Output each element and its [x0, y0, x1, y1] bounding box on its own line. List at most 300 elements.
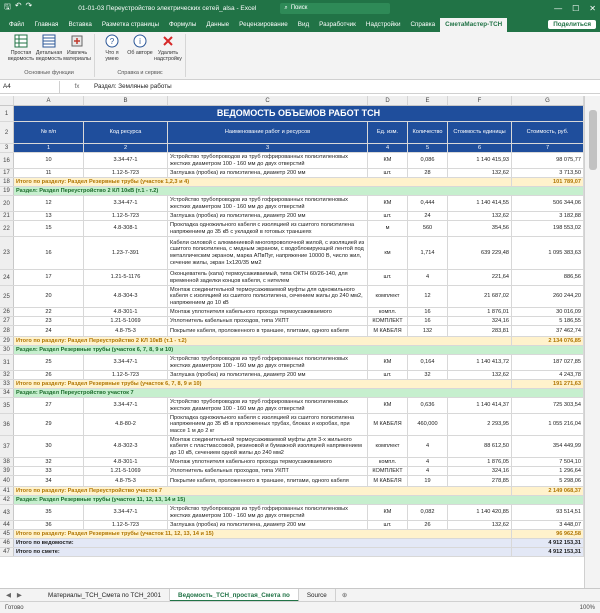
data-cell[interactable]: 0,164	[408, 355, 448, 370]
about-author-button[interactable]: i Об авторе	[127, 34, 153, 70]
header-number-cell[interactable]: 2	[84, 144, 168, 152]
data-cell[interactable]: шт.	[368, 169, 408, 177]
subtotal-value[interactable]: 96 962,58	[512, 530, 584, 538]
fx-icon[interactable]: fx	[74, 83, 80, 90]
close-icon[interactable]: ✕	[589, 3, 596, 13]
data-cell[interactable]: КМ	[368, 398, 408, 413]
row-number[interactable]: 29	[0, 337, 14, 345]
row-number[interactable]: 17	[0, 169, 14, 177]
data-cell[interactable]: Монтаж соединительной термоусаживаемой муфты для одножильного кабеля с изоляцией из сшитого полиэтилена, сечением жилы до 240 мм2, напряжением до 10 кВ	[168, 286, 368, 307]
minimize-icon[interactable]: —	[554, 3, 563, 13]
data-cell[interactable]: М КАБЕЛЯ	[368, 414, 408, 435]
data-cell[interactable]: 26	[408, 521, 448, 529]
row-number[interactable]: 20	[0, 196, 14, 211]
scrollbar-thumb[interactable]	[589, 110, 597, 170]
data-cell[interactable]: 93 514,51	[512, 505, 584, 520]
data-cell[interactable]: 1 140 413,72	[448, 355, 512, 370]
data-cell[interactable]: 16	[408, 317, 448, 325]
data-cell[interactable]: 10	[14, 153, 84, 168]
grand-total-value[interactable]: 4 912 153,31	[512, 539, 584, 547]
data-cell[interactable]: шт.	[368, 212, 408, 220]
detailed-statement-button[interactable]: Детальная ведомость	[36, 34, 62, 70]
data-cell[interactable]: 1 296,64	[512, 467, 584, 475]
row-number[interactable]: 22	[0, 221, 14, 236]
data-cell[interactable]: КОМПЛЕКТ	[368, 467, 408, 475]
data-cell[interactable]: 0,082	[408, 505, 448, 520]
data-cell[interactable]: 132,62	[448, 212, 512, 220]
data-cell[interactable]: 639 229,48	[448, 237, 512, 269]
row-number[interactable]: 18	[0, 178, 14, 186]
subtotal-label[interactable]: Итого по разделу: Раздел Переустройство 2 КЛ 10кВ (т.1 - т.2)	[14, 337, 512, 345]
column-header-f[interactable]: F	[448, 96, 512, 105]
simple-statement-button[interactable]: Простая ведомость	[8, 34, 34, 70]
data-cell[interactable]: 221,64	[448, 270, 512, 285]
header-cell[interactable]: Ед. изм.	[368, 122, 408, 143]
header-number-cell[interactable]: 5	[408, 144, 448, 152]
tab-8[interactable]: Разработчик	[319, 20, 356, 28]
table-row	[0, 106, 584, 122]
data-cell[interactable]: Уплотнитель кабельных проходов, типа УКПТ	[168, 317, 368, 325]
undo-icon[interactable]: ↶	[14, 1, 22, 10]
sheet-tab-1[interactable]: Ведомость_ТСН_простая_Смета по	[170, 589, 299, 602]
data-cell[interactable]: Прокладка одножильного кабеля с изоляцией из сшитого полиэтилена напряжением до 35 кВ с укладкой в готовых траншеях	[168, 221, 368, 236]
data-cell[interactable]: 132	[408, 326, 448, 336]
grand-total-label[interactable]: Итого по ведомости:	[14, 539, 512, 547]
data-cell[interactable]: 3 182,88	[512, 212, 584, 220]
tab-0[interactable]: Файл	[9, 20, 25, 28]
row-number[interactable]: 21	[0, 212, 14, 220]
save-icon[interactable]: 🖫	[4, 2, 11, 11]
data-cell[interactable]: 20	[14, 286, 84, 307]
column-header-g[interactable]: G	[512, 96, 584, 105]
data-cell[interactable]: 36	[14, 521, 84, 529]
tab-7[interactable]: Вид	[297, 20, 310, 28]
data-cell[interactable]: 1 055 216,04	[512, 414, 584, 435]
data-cell[interactable]: 15	[14, 221, 84, 236]
data-cell[interactable]: Заглушка (пробка) из полиэтилена, диаметр 200 мм	[168, 521, 368, 529]
data-cell[interactable]: 21 687,02	[448, 286, 512, 307]
row-number[interactable]: 19	[0, 187, 14, 195]
data-cell[interactable]: Устройство трубопроводов из труб гофрированных полиэтиленовых жестких диаметром 100 - 160 мм до двух отверстий	[168, 355, 368, 370]
data-cell[interactable]: 26	[14, 371, 84, 379]
header-number-cell[interactable]: 7	[512, 144, 584, 152]
ribbon	[0, 32, 600, 80]
row-number[interactable]: 43	[0, 505, 14, 520]
data-cell[interactable]: 187 027,85	[512, 355, 584, 370]
data-cell[interactable]: 98 075,77	[512, 153, 584, 168]
materials-icon	[70, 34, 84, 48]
table-row	[0, 144, 584, 153]
data-cell[interactable]: 1 876,01	[448, 308, 512, 316]
table-row	[0, 436, 584, 458]
section-header[interactable]: Раздел: Раздел Резервные трубы (участок 6, 7, 8, 9 и 10)	[14, 346, 584, 354]
table-row	[0, 196, 584, 212]
data-cell[interactable]: Уплотнитель кабельных проходов, типа УКПТ	[168, 467, 368, 475]
data-cell[interactable]: Заглушка (пробка) из полиэтилена, диаметр 200 мм	[168, 169, 368, 177]
tab-11[interactable]: СметаМастер-ТСН	[440, 18, 507, 32]
data-cell[interactable]: 1 140 415,93	[448, 153, 512, 168]
data-cell[interactable]: 3.34-47-1	[84, 153, 168, 168]
data-cell[interactable]: 24	[14, 326, 84, 336]
data-cell[interactable]: 11	[14, 169, 84, 177]
data-cell[interactable]: 25	[14, 355, 84, 370]
question-icon	[105, 34, 119, 48]
data-cell[interactable]: 0,636	[408, 398, 448, 413]
tab-3[interactable]: Разметка страницы	[101, 20, 159, 28]
data-cell[interactable]: 3.34-47-1	[84, 355, 168, 370]
row-number[interactable]: 46	[0, 539, 14, 547]
data-cell[interactable]: 260 244,20	[512, 286, 584, 307]
share-button[interactable]: Поделиться	[548, 20, 596, 29]
table-row	[0, 371, 584, 380]
data-cell[interactable]: 3 448,07	[512, 521, 584, 529]
data-cell[interactable]: 3.34-47-1	[84, 196, 168, 211]
data-cell[interactable]: 24	[408, 212, 448, 220]
row-number[interactable]: 44	[0, 521, 14, 529]
data-cell[interactable]: Оконцеватель (капа) термоусаживаемый, типа ОКТН 60/26-140, для временной заделки концов кабеля, с нителем	[168, 270, 368, 285]
header-number-cell[interactable]: 1	[14, 144, 84, 152]
table-row	[0, 389, 584, 398]
data-cell[interactable]: 1.21-5-1069	[84, 467, 168, 475]
tab-6[interactable]: Рецензирование	[239, 20, 288, 28]
data-cell[interactable]: 34	[14, 476, 84, 486]
table-row	[0, 346, 584, 355]
data-cell[interactable]: Заглушка (пробка) из полиэтилена, диаметр 200 мм	[168, 371, 368, 379]
subtotal-value[interactable]: 101 789,07	[512, 178, 584, 186]
data-cell[interactable]: Прокладка одножильного кабеля с изоляцией из сшитого полиэтилена напряжением до 35 кВ в проложенных трубах, блоках и коробах, при массе 1 м до 2 кг	[168, 414, 368, 435]
data-cell[interactable]: компл.	[368, 308, 408, 316]
data-cell[interactable]: 1.12-5-723	[84, 169, 168, 177]
subtotal-value[interactable]: 191 271,63	[512, 380, 584, 388]
data-cell[interactable]: комплект	[368, 286, 408, 307]
data-cell[interactable]: 1 140 414,37	[448, 398, 512, 413]
data-cell[interactable]: 1 140 420,85	[448, 505, 512, 520]
data-cell[interactable]: 4	[408, 458, 448, 466]
data-cell[interactable]: 7 504,10	[512, 458, 584, 466]
row-number[interactable]: 3	[0, 144, 14, 152]
name-box[interactable]: A4	[0, 81, 60, 93]
section-header[interactable]: Раздел: Раздел Переустройство 2 КЛ 10кВ (т.1 - т.2)	[14, 187, 584, 195]
redo-icon[interactable]: ↷	[25, 1, 33, 10]
data-cell[interactable]: Покрытие кабеля, проложенного в траншее, плитами, одного кабеля	[168, 476, 368, 486]
header-cell[interactable]: Стоимость, руб.	[512, 122, 584, 143]
quick-access-toolbar	[4, 1, 32, 15]
data-cell[interactable]: 4.8-75-3	[84, 326, 168, 336]
table-row	[0, 187, 584, 196]
add-sheet-icon[interactable]: ⊕	[341, 591, 348, 599]
subtotal-label[interactable]: Итого по разделу: Раздел Резервные трубы (участок 11, 12, 13, 14 и 15)	[14, 530, 512, 538]
data-cell[interactable]: 28	[408, 169, 448, 177]
section-header[interactable]: Раздел: Раздел Резервные трубы (участок 11, 12, 13, 14 и 15)	[14, 496, 584, 504]
data-cell[interactable]: 0,086	[408, 153, 448, 168]
data-cell[interactable]: 16	[14, 237, 84, 269]
data-cell[interactable]: 1.12-5-723	[84, 212, 168, 220]
table-row	[0, 487, 584, 496]
data-cell[interactable]: 886,56	[512, 270, 584, 285]
table-row	[0, 505, 584, 521]
data-cell[interactable]: 30 016,09	[512, 308, 584, 316]
formula-input[interactable]: Раздел: Земляные работы	[94, 83, 172, 90]
row-number[interactable]: 42	[0, 496, 14, 504]
data-cell[interactable]: 4.8-301-1	[84, 458, 168, 466]
table-row	[0, 476, 584, 487]
subtotal-label[interactable]: Итого по разделу: Раздел Резервные трубы (участок 6, 7, 8, 9 и 10)	[14, 380, 512, 388]
data-cell[interactable]: 3 713,50	[512, 169, 584, 177]
row-number[interactable]: 26	[0, 308, 14, 316]
row-number[interactable]: 38	[0, 458, 14, 466]
data-cell[interactable]: 560	[408, 221, 448, 236]
table-row	[0, 308, 584, 317]
select-all-corner[interactable]	[0, 96, 14, 105]
row-number[interactable]: 40	[0, 476, 14, 486]
table-row	[0, 539, 584, 548]
data-cell[interactable]: 460,000	[408, 414, 448, 435]
data-cell[interactable]: 4.8-304-3	[84, 286, 168, 307]
row-number[interactable]: 23	[0, 237, 14, 269]
row-number[interactable]: 39	[0, 467, 14, 475]
data-cell[interactable]: 12	[14, 196, 84, 211]
data-cell[interactable]: Монтаж уплотнителя кабельного прохода термоусаживаемого	[168, 308, 368, 316]
table-row	[0, 169, 584, 178]
ribbon-group-label: Справка и сервис	[117, 70, 163, 76]
data-cell[interactable]: м	[368, 221, 408, 236]
data-cell[interactable]: 30	[14, 436, 84, 457]
remove-addin-button[interactable]: Удалить надстройку	[155, 34, 181, 70]
row-number[interactable]: 36	[0, 414, 14, 435]
data-cell[interactable]: 4 243,78	[512, 371, 584, 379]
row-number[interactable]: 32	[0, 371, 14, 379]
data-cell[interactable]: Монтаж уплотнителя кабельного прохода термоусаживаемого	[168, 458, 368, 466]
header-cell[interactable]: Код ресурса	[84, 122, 168, 143]
data-cell[interactable]: 35	[14, 505, 84, 520]
data-cell[interactable]: 16	[408, 308, 448, 316]
search-box[interactable]	[280, 3, 390, 14]
header-number-cell[interactable]: 3	[168, 144, 368, 152]
svg-text:?: ?	[109, 37, 115, 46]
data-cell[interactable]: М КАБЕЛЯ	[368, 326, 408, 336]
column-headers	[0, 96, 584, 106]
subtotal-value[interactable]: 2 149 068,37	[512, 487, 584, 495]
table-row	[0, 317, 584, 326]
data-cell[interactable]: Устройство трубопроводов из труб гофрированных полиэтиленовых жестких диаметром 100 - 160 мм до двух отверстий	[168, 398, 368, 413]
table-row	[0, 380, 584, 389]
header-cell[interactable]: Наименование работ и ресурсов	[168, 122, 368, 143]
tab-4[interactable]: Формулы	[168, 20, 197, 28]
data-cell[interactable]: 12	[408, 286, 448, 307]
row-number[interactable]: 16	[0, 153, 14, 168]
grand-total-value[interactable]: 4 912 153,31	[512, 548, 584, 556]
data-cell[interactable]: 354 449,99	[512, 436, 584, 457]
data-cell[interactable]: 725 303,54	[512, 398, 584, 413]
row-number[interactable]: 28	[0, 326, 14, 336]
data-cell[interactable]: 0,444	[408, 196, 448, 211]
data-cell[interactable]: 324,16	[448, 467, 512, 475]
data-cell[interactable]: 4.8-302-3	[84, 436, 168, 457]
ribbon-group-main	[4, 34, 95, 77]
data-cell[interactable]: КМ	[368, 355, 408, 370]
data-cell[interactable]: км	[368, 237, 408, 269]
data-cell[interactable]: 1.21-5-1176	[84, 270, 168, 285]
header-number-cell[interactable]: 4	[368, 144, 408, 152]
header-cell[interactable]: № п/п	[14, 122, 84, 143]
header-cell[interactable]: Стоимость единицы	[448, 122, 512, 143]
data-cell[interactable]: 4	[408, 467, 448, 475]
data-cell[interactable]: КМ	[368, 196, 408, 211]
row-number[interactable]: 31	[0, 355, 14, 370]
ribbon-group-help	[95, 34, 186, 77]
data-cell[interactable]: компл.	[368, 458, 408, 466]
what-i-can-button[interactable]: ? Что я умею	[99, 34, 125, 70]
data-cell[interactable]: 22	[14, 308, 84, 316]
data-cell[interactable]: 23	[14, 317, 84, 325]
tab-5[interactable]: Данные	[206, 20, 230, 28]
data-cell[interactable]: 1 140 414,55	[448, 196, 512, 211]
data-cell[interactable]: 1 876,05	[448, 458, 512, 466]
data-cell[interactable]: 4.8-80-2	[84, 414, 168, 435]
row-number[interactable]: 35	[0, 398, 14, 413]
data-cell[interactable]: 1.12-5-723	[84, 371, 168, 379]
data-cell[interactable]: 4.8-301-1	[84, 308, 168, 316]
table-row	[0, 178, 584, 187]
maximize-icon[interactable]: ☐	[572, 3, 580, 13]
vertical-scrollbar[interactable]	[584, 96, 600, 588]
table-row	[0, 153, 584, 169]
column-header-d[interactable]: D	[368, 96, 408, 105]
table-row	[0, 530, 584, 539]
data-cell[interactable]: 17	[14, 270, 84, 285]
data-cell[interactable]: шт.	[368, 521, 408, 529]
data-cell[interactable]: Устройство трубопроводов из труб гофрированных полиэтиленовых жестких диаметром 100 - 160 мм до двух отверстий	[168, 505, 368, 520]
prev-sheet-icon[interactable]: ◀	[6, 591, 11, 599]
sheet-tab-0[interactable]: Материалы_ТСН_Смета по ТСН_2001	[40, 589, 170, 602]
data-cell[interactable]: 354,56	[448, 221, 512, 236]
table-row	[0, 221, 584, 237]
table-row	[0, 521, 584, 530]
row-number[interactable]: 27	[0, 317, 14, 325]
data-cell[interactable]: М КАБЕЛЯ	[368, 476, 408, 486]
row-number[interactable]: 33	[0, 380, 14, 388]
data-cell[interactable]: 4	[408, 270, 448, 285]
data-cell[interactable]: 278,85	[448, 476, 512, 486]
data-cell[interactable]: 32	[408, 371, 448, 379]
data-cell[interactable]: 32	[14, 458, 84, 466]
data-cell[interactable]: 132,62	[448, 521, 512, 529]
table-row	[0, 286, 584, 308]
header-number-cell[interactable]: 6	[448, 144, 512, 152]
data-cell[interactable]: КМ	[368, 153, 408, 168]
data-cell[interactable]: 33	[14, 467, 84, 475]
data-cell[interactable]: 3.34-47-1	[84, 505, 168, 520]
data-cell[interactable]: Заглушка (пробка) из полиэтилена, диаметр 200 мм	[168, 212, 368, 220]
header-cell[interactable]: Количество	[408, 122, 448, 143]
sheet-nav	[0, 592, 40, 599]
data-cell[interactable]: шт.	[368, 371, 408, 379]
data-cell[interactable]: КМ	[368, 505, 408, 520]
data-cell[interactable]: 132,62	[448, 169, 512, 177]
data-cell[interactable]: КОМПЛЕКТ	[368, 317, 408, 325]
row-number[interactable]: 34	[0, 389, 14, 397]
data-cell[interactable]: 198 553,02	[512, 221, 584, 236]
table-row	[0, 398, 584, 414]
row-number[interactable]: 37	[0, 436, 14, 457]
column-header-e[interactable]: E	[408, 96, 448, 105]
row-number[interactable]: 1	[0, 106, 14, 121]
data-cell[interactable]: Кабели силовой с алюминиевой многопроволочной жилой, с изоляцией из сшитого полиэтилена, с медным экраном, с водоблокирующей лентой под металлическим экраном, марка АПвПуг, напряжение 10000 В, число жил, сечение жилы, экран 1х120/35 мм2	[168, 237, 368, 269]
data-cell[interactable]: 1 095 383,63	[512, 237, 584, 269]
row-number[interactable]: 47	[0, 548, 14, 556]
data-cell[interactable]: Монтаж соединительной термоусаживаемой муфты для 3-х жильного кабеля с пластмассовой, резиновой и бумажной изоляцией напряжением до 10 кВ, сечением одной жилы до 240 мм2	[168, 436, 368, 457]
data-cell[interactable]: 1.12-5-723	[84, 521, 168, 529]
tab-2[interactable]: Вставка	[68, 20, 92, 28]
data-cell[interactable]: Устройство трубопроводов из труб гофрированных полиэтиленовых жестких диаметром 100 - 160 мм до двух отверстий	[168, 196, 368, 211]
column-header-c[interactable]: C	[168, 96, 368, 105]
subtotal-value[interactable]: 2 134 076,85	[512, 337, 584, 345]
next-sheet-icon[interactable]: ▶	[16, 591, 22, 599]
data-cell[interactable]: 13	[14, 212, 84, 220]
data-cell[interactable]: 5 298,06	[512, 476, 584, 486]
data-cell[interactable]: 88 612,50	[448, 436, 512, 457]
tab-10[interactable]: Справка	[410, 20, 436, 28]
data-cell[interactable]: Покрытие кабеля, проложенного в траншее, плитами, одного кабеля	[168, 326, 368, 336]
delete-icon	[161, 34, 175, 48]
tab-9[interactable]: Надстройки	[365, 20, 401, 28]
data-cell[interactable]: Устройство трубопроводов из труб гофрированных полиэтиленовых жестких диаметром 100 - 160 мм до двух отверстий	[168, 153, 368, 168]
data-cell[interactable]: 1.23-7-391	[84, 237, 168, 269]
data-cell[interactable]: 1,714	[408, 237, 448, 269]
row-number[interactable]: 41	[0, 487, 14, 495]
statement-title[interactable]: ВЕДОМОСТЬ ОБЪЕМОВ РАБОТ ТСН	[14, 106, 584, 121]
data-cell[interactable]: комплект	[368, 436, 408, 457]
data-cell[interactable]: 132,62	[448, 371, 512, 379]
data-cell[interactable]: 506 344,06	[512, 196, 584, 211]
ribbon-tabs	[0, 16, 600, 32]
table-row	[0, 212, 584, 221]
column-header-b[interactable]: B	[84, 96, 168, 105]
data-cell[interactable]: 2 293,95	[448, 414, 512, 435]
row-number[interactable]: 45	[0, 530, 14, 538]
data-cell[interactable]: 27	[14, 398, 84, 413]
extract-materials-button[interactable]: Извлечь материалы	[64, 34, 90, 70]
data-cell[interactable]: 4.8-75-3	[84, 476, 168, 486]
data-cell[interactable]: 283,81	[448, 326, 512, 336]
zoom-level[interactable]: 100%	[579, 604, 595, 611]
data-cell[interactable]: шт.	[368, 270, 408, 285]
data-cell[interactable]: 3.34-47-1	[84, 398, 168, 413]
column-header-a[interactable]: A	[14, 96, 84, 105]
data-cell[interactable]: 29	[14, 414, 84, 435]
grand-total-label[interactable]: Итого по смете:	[14, 548, 512, 556]
row-number[interactable]: 25	[0, 286, 14, 307]
sheet-tab-2[interactable]: Source	[299, 589, 336, 602]
data-cell[interactable]: 324,16	[448, 317, 512, 325]
data-cell[interactable]: 4	[408, 436, 448, 457]
table-icon	[14, 34, 28, 48]
tab-1[interactable]: Главная	[34, 20, 59, 28]
spreadsheet-grid	[0, 96, 584, 588]
subtotal-label[interactable]: Итого по разделу: Раздел Резервные трубы (участок 1,2,3 и 4)	[14, 178, 512, 186]
row-number[interactable]: 2	[0, 122, 14, 143]
section-header[interactable]: Раздел: Раздел Переустройство участок 7	[14, 389, 584, 397]
data-cell[interactable]: 4.8-308-1	[84, 221, 168, 236]
row-number[interactable]: 30	[0, 346, 14, 354]
data-cell[interactable]: 37 462,74	[512, 326, 584, 336]
data-cell[interactable]: 19	[408, 476, 448, 486]
data-cell[interactable]: 1.21-5-1069	[84, 317, 168, 325]
subtotal-label[interactable]: Итого по разделу: Раздел Переустройство участок 7	[14, 487, 512, 495]
row-number[interactable]: 24	[0, 270, 14, 285]
table-row	[0, 548, 584, 557]
data-cell[interactable]: 5 186,55	[512, 317, 584, 325]
